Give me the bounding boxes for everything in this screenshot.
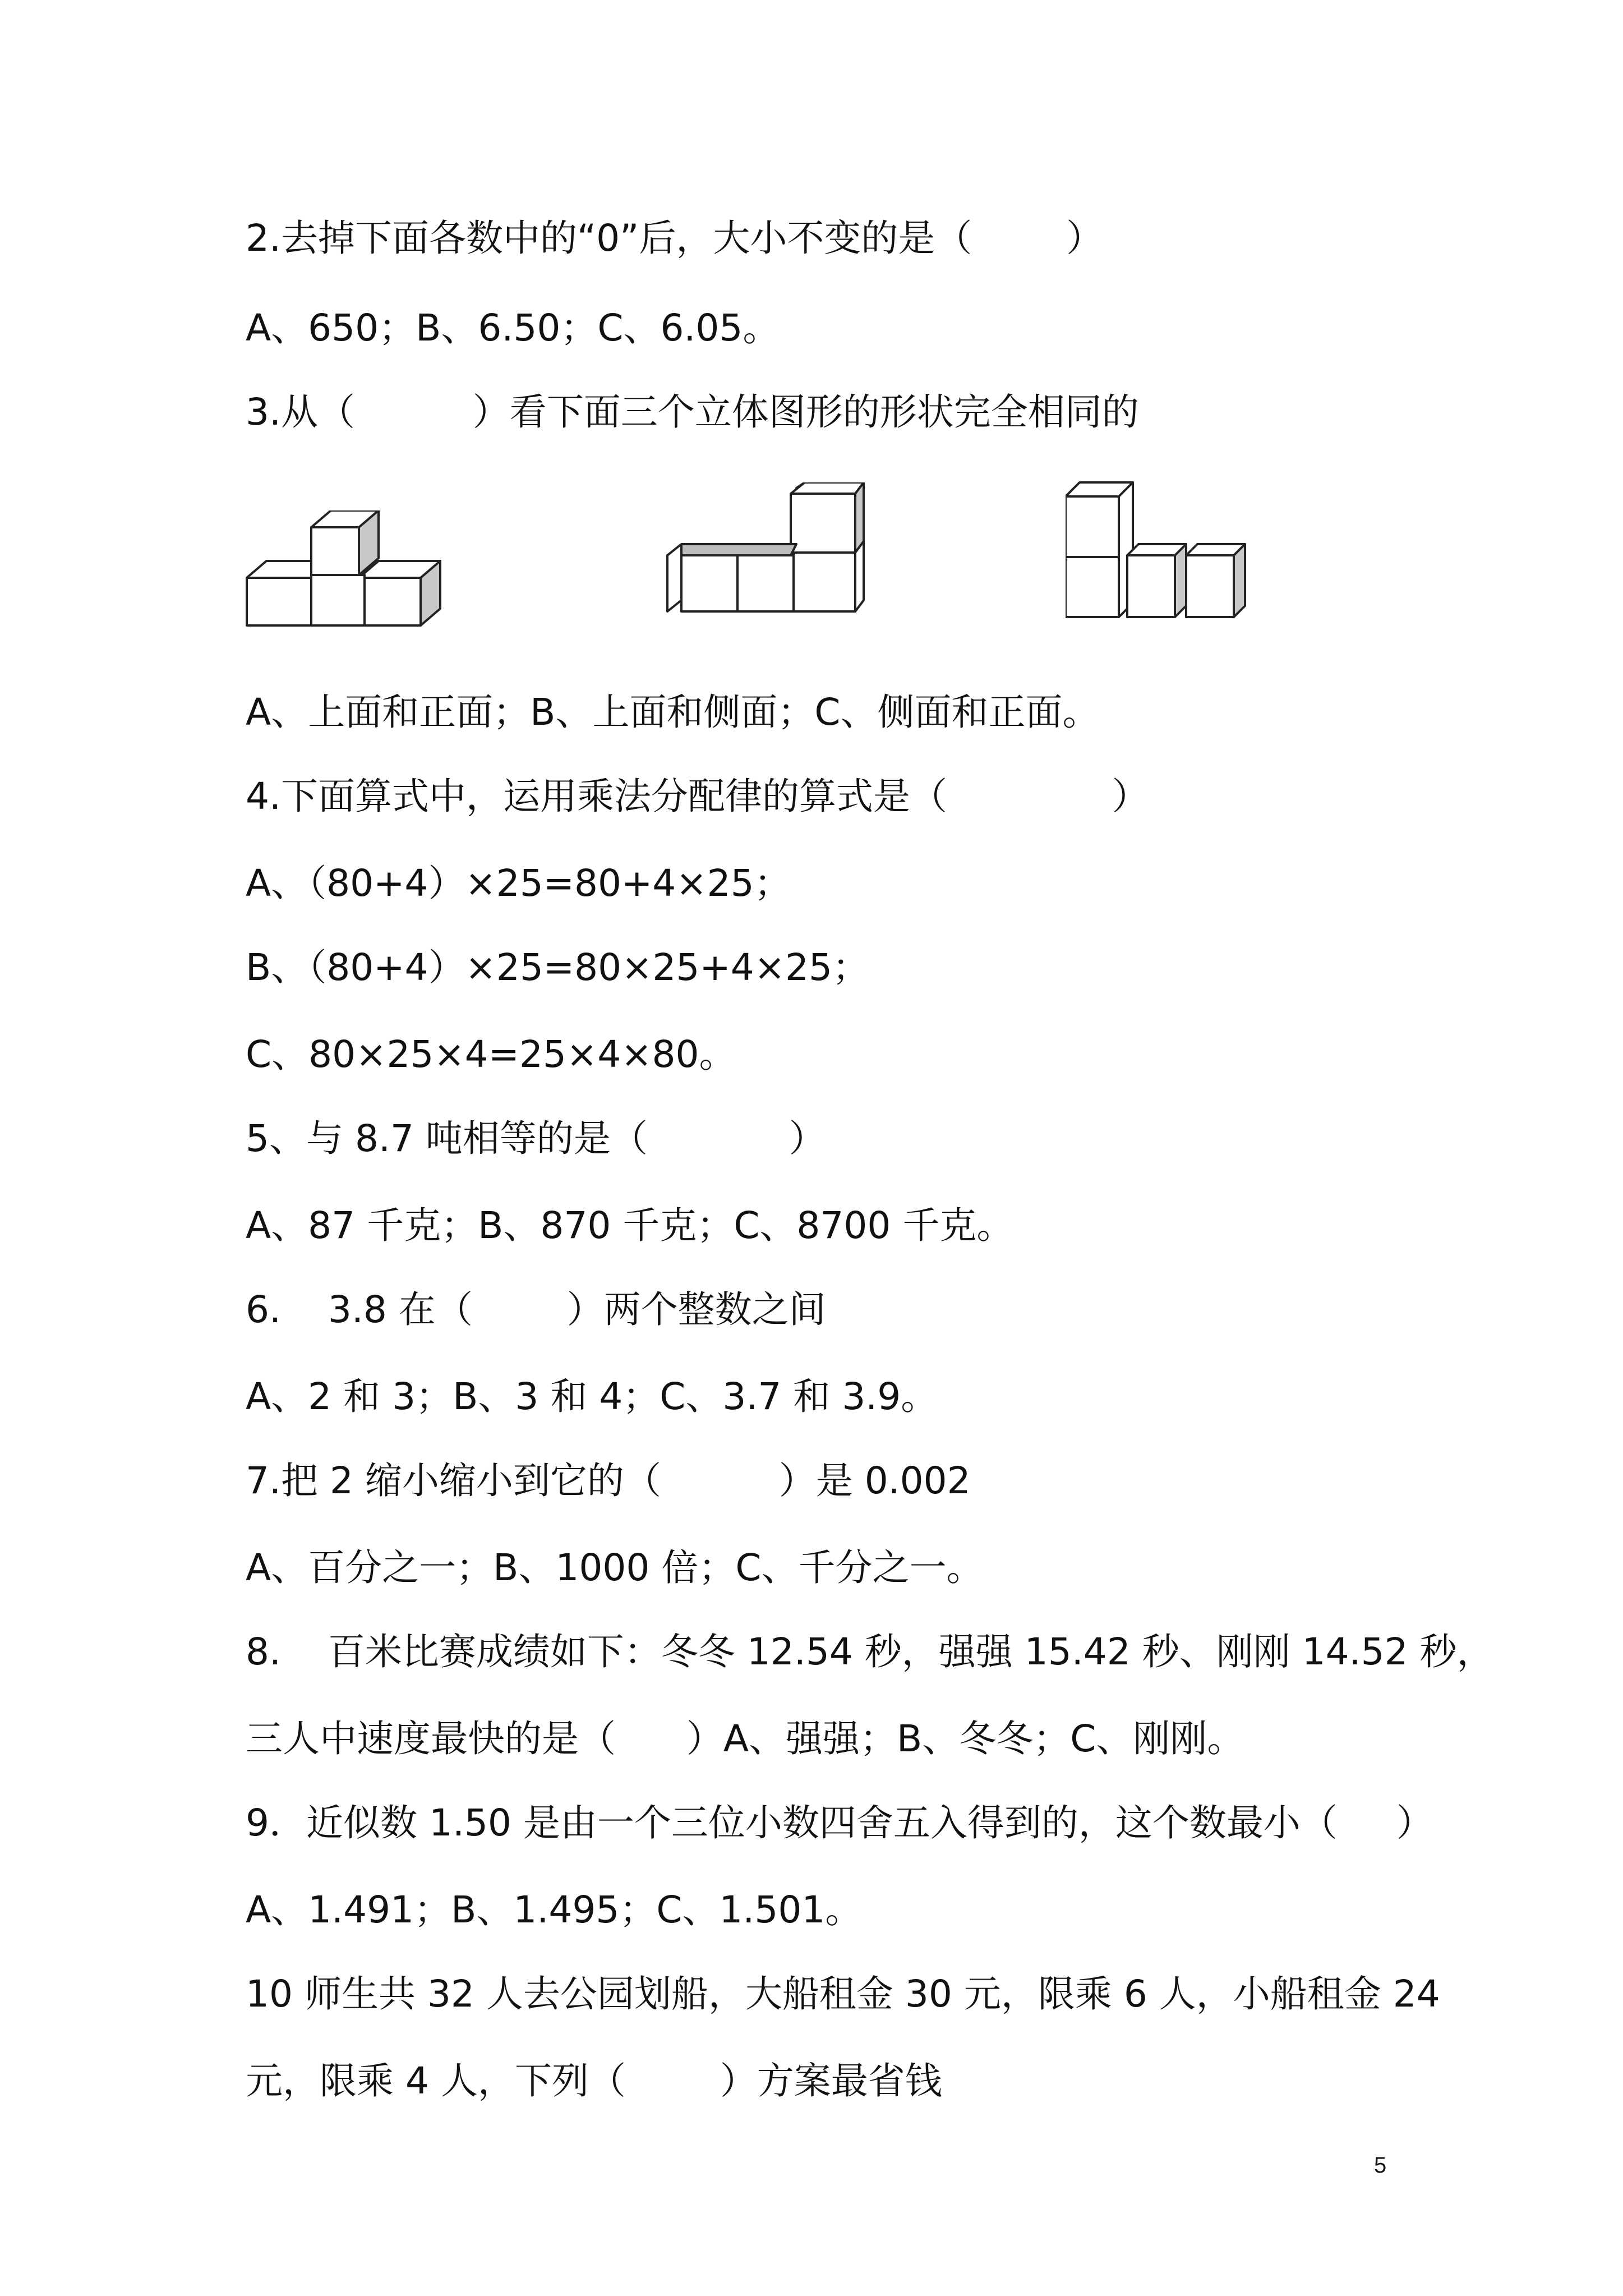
question-9-options: A、1.491；B、1.495；C、1.501。: [246, 1888, 863, 1931]
question-10: 10 师生共 32 人去公园划船，大船租金 30 元，限乘 6 人，小船租金 24: [246, 1972, 1440, 2016]
question-8-continued: 三人中速度最快的是（ ）A、强强；B、冬冬；C、刚刚。: [246, 1717, 1244, 1760]
question-2: 2.去掉下面各数中的“0”后，大小不变的是（ ）: [246, 217, 1104, 260]
question-6: 6. 3.8 在（ ）两个整数之间: [246, 1288, 826, 1331]
page-number: 5: [1374, 2153, 1387, 2178]
question-5-options: A、87 千克；B、870 千克；C、8700 千克。: [246, 1204, 1014, 1247]
question-4-option-b: B、（80+4）×25=80×25+4×25；: [246, 946, 869, 989]
question-2-options: A、650；B、6.50；C、6.05。: [246, 306, 780, 349]
question-4-option-a: A、（80+4）×25=80+4×25；: [246, 862, 791, 905]
question-4: 4.下面算式中，运用乘法分配律的算式是（ ）: [246, 775, 1149, 818]
question-8: 8. 百米比赛成绩如下：冬冬 12.54 秒，强强 15.42 秒、刚刚 14.52 秒，: [246, 1630, 1494, 1673]
question-6-options: A、2 和 3；B、3 和 4；C、3.7 和 3.9。: [246, 1375, 938, 1418]
question-10-continued: 元，限乘 4 人，下列（ ）方案最省钱: [246, 2059, 942, 2102]
question-9: 9．近似数 1.50 是由一个三位小数四舍五入得到的，这个数最小（ ）: [246, 1801, 1433, 1844]
question-4-option-c: C、80×25×4=25×4×80。: [246, 1033, 736, 1076]
cube-figure-1: [241, 510, 488, 651]
cube-figure-3: [1066, 477, 1267, 634]
question-7: 7.把 2 缩小缩小到它的（ ）是 0.002: [246, 1459, 971, 1502]
question-3-options: A、上面和正面；B、上面和侧面；C、侧面和正面。: [246, 691, 1100, 734]
cube-figure-2: [662, 482, 886, 623]
question-3: 3.从（ ）看下面三个立体图形的形状完全相同的: [246, 390, 1139, 434]
question-5: 5、与 8.7 吨相等的是（ ）: [246, 1117, 826, 1160]
question-7-options: A、百分之一；B、1000 倍；C、千分之一。: [246, 1546, 984, 1589]
